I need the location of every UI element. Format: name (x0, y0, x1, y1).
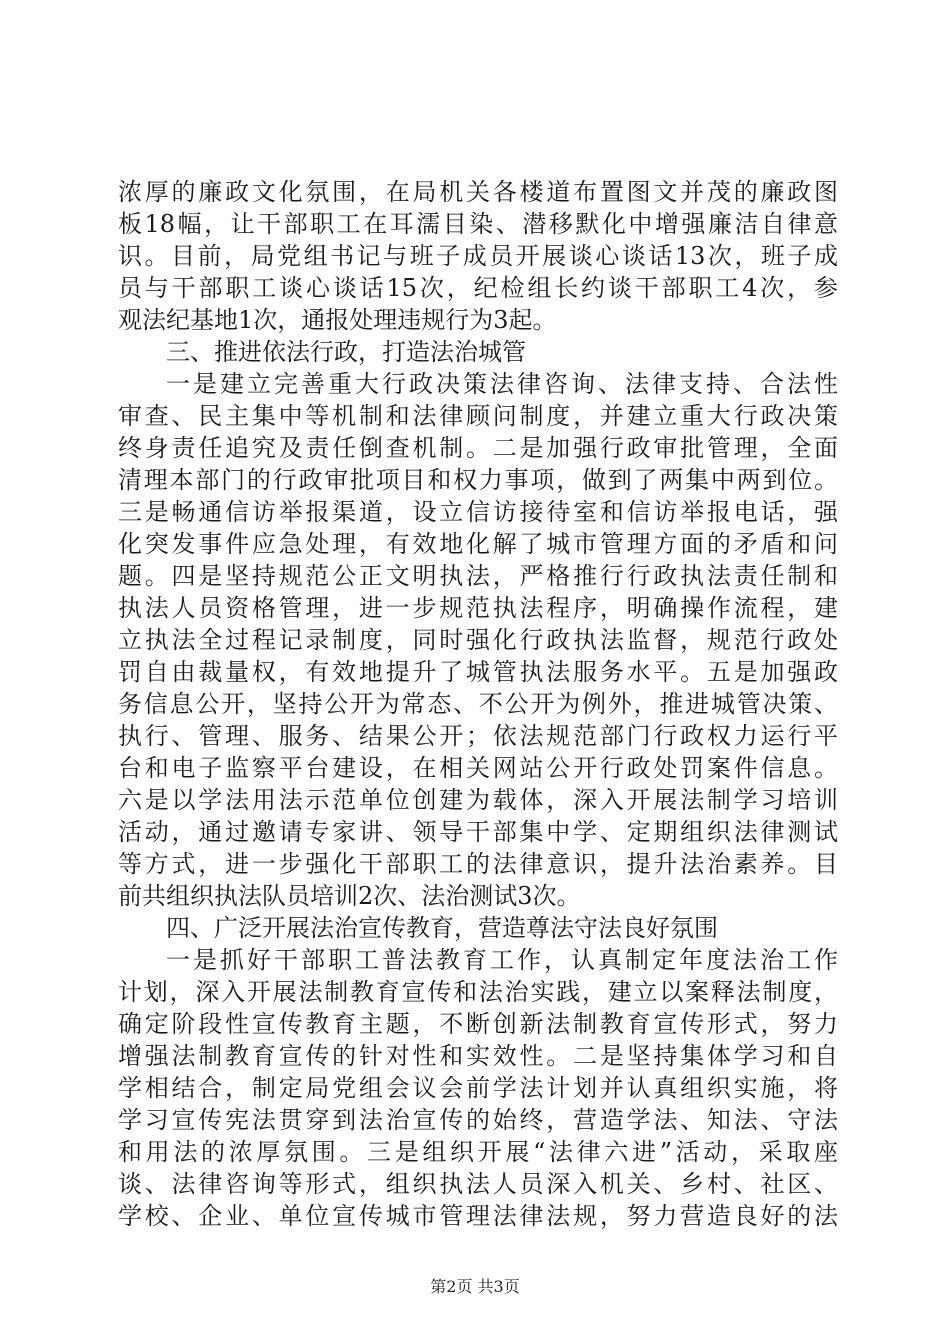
text-line: 清理本部门的行政审批项目和权力事项，做到了两集中两到位。 (118, 466, 838, 494)
text-line: 三是畅通信访举报渠道，设立信访接待室和信访举报电话，强 (118, 498, 838, 526)
text-line: 活动，通过邀请专家讲、领导干部集中学、定期组织法律测试 (118, 818, 838, 846)
text-line: 浓厚的廉政文化氛围，在局机关各楼道布置图文并茂的廉政图 (118, 178, 838, 206)
text-line: 审查、民主集中等机制和法律顾问制度，并建立重大行政决策 (118, 402, 838, 430)
text-line: 一是建立完善重大行政决策法律咨询、法律支持、合法性 (166, 370, 838, 398)
text-line: 执行、管理、服务、结果公开；依法规范部门行政权力运行平 (118, 722, 838, 750)
text-line: 三、推进依法行政，打造法治城管 (166, 338, 526, 366)
text-line: 务信息公开，坚持公开为常态、不公开为例外，推进城管决策、 (118, 690, 838, 718)
text-line: 增强法制教育宣传的针对性和实效性。二是坚持集体学习和自 (118, 1042, 838, 1070)
text-line: 台和电子监察平台建设，在相关网站公开行政处罚案件信息。 (118, 754, 838, 782)
text-line: 执法人员资格管理，进一步规范执法程序，明确操作流程，建 (118, 594, 838, 622)
document-body (118, 176, 838, 1232)
text-line: 立执法全过程记录制度，同时强化行政执法监督，规范行政处 (118, 626, 838, 654)
text-line: 员与干部职工谈心谈话15次，纪检组长约谈干部职工4次，参 (118, 274, 838, 302)
text-line: 学校、企业、单位宣传城市管理法律法规，努力营造良好的法 (118, 1202, 838, 1230)
text-line: 学习宣传宪法贯穿到法治宣传的始终，营造学法、知法、守法 (118, 1106, 838, 1134)
text-line: 六是以学法用法示范单位创建为载体，深入开展法制学习培训 (118, 786, 838, 814)
text-line: 计划，深入开展法制教育宣传和法治实践，建立以案释法制度， (118, 978, 838, 1006)
text-line: 终身责任追究及责任倒查机制。二是加强行政审批管理，全面 (118, 434, 838, 462)
text-line: 题。四是坚持规范公正文明执法，严格推行行政执法责任制和 (118, 562, 838, 590)
page-footer: 第2页 共3页 (430, 1277, 520, 1296)
text-line: 板18幅，让干部职工在耳濡目染、潜移默化中增强廉洁自律意 (118, 210, 838, 238)
text-line: 谈、法律咨询等形式，组织执法人员深入机关、乡村、社区、 (118, 1170, 838, 1198)
text-line: 和用法的浓厚氛围。三是组织开展“法律六进”活动，采取座 (118, 1138, 838, 1166)
text-line: 学相结合，制定局党组会议会前学法计划并认真组织实施，将 (118, 1074, 838, 1102)
text-line: 确定阶段性宣传教育主题，不断创新法制教育宣传形式，努力 (118, 1010, 838, 1038)
text-line: 观法纪基地1次，通报处理违规行为3起。 (118, 306, 557, 334)
text-line: 识。目前，局党组书记与班子成员开展谈心谈话13次，班子成 (118, 242, 838, 270)
text-line: 四、广泛开展法治宣传教育，营造尊法守法良好氛围 (166, 914, 718, 942)
text-line: 化突发事件应急处理，有效地化解了城市管理方面的矛盾和问 (118, 530, 838, 558)
text-line: 前共组织执法队员培训2次、法治测试3次。 (118, 882, 581, 910)
text-line: 罚自由裁量权，有效地提升了城管执法服务水平。五是加强政 (118, 658, 838, 686)
text-line: 等方式，进一步强化干部职工的法律意识，提升法治素养。目 (118, 850, 838, 878)
text-line: 一是抓好干部职工普法教育工作，认真制定年度法治工作 (166, 946, 838, 974)
